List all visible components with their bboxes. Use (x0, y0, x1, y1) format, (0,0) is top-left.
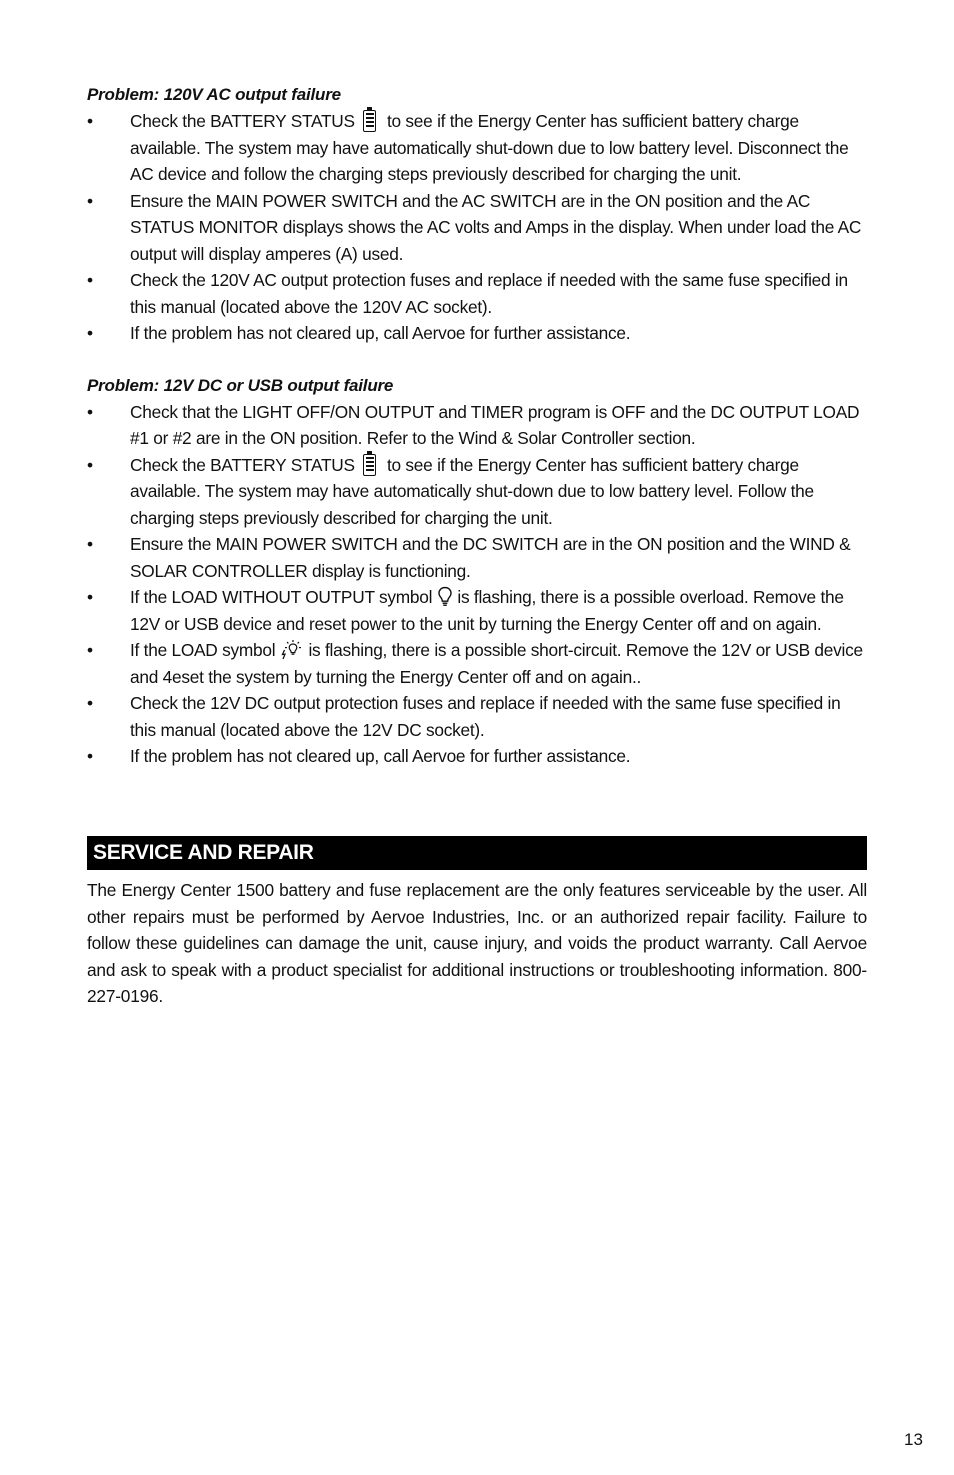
problem-heading-ac: Problem: 120V AC output failure (87, 85, 341, 104)
troubleshooting-content (87, 84, 867, 770)
bullet: • (87, 534, 93, 554)
item-text-pre: If the LOAD WITHOUT OUTPUT symbol (130, 587, 433, 607)
bullet: • (87, 587, 93, 607)
bullet: • (87, 401, 93, 422)
bullet: • (87, 270, 93, 290)
item-text-pre: Check the BATTERY STATUS (130, 454, 355, 475)
item-text: Check that the LIGHT OFF/ON OUTPUT and TIMER program is OFF and the DC OUTPUT LOAD #1 or #2 are in the ON position. Refer to the Wind & Solar Controller section. (130, 401, 860, 448)
list-item (87, 108, 867, 188)
bullet: • (87, 111, 93, 131)
item-text: Ensure the MAIN POWER SWITCH and the DC SWITCH are in the ON position and the WIND & SOLAR CONTROLLER display is functioning. (130, 534, 851, 581)
item-text-post: is flashing, there is a possible overload. Remove the 12V or USB device and reset power to the unit by turning the Energy Center off and on again. (130, 587, 844, 634)
dc-usb-problem-list (87, 399, 867, 770)
item-text: Check the 120V AC output protection fuses and replace if needed with the same fuse specified in this manual (located above the 120V AC socket). (130, 270, 848, 317)
service-and-repair-text: The Energy Center 1500 battery and fuse replacement are the only features serviceable by the user. All other repairs must be performed by Aervoe Industries, Inc. or an authorized repair facility. Failure to follow these guidelines can damage the unit, cause injury, and voids the product warranty. Call Aervoe and ask to speak with a product specialist for additional instructions or troubleshooting information. 800-227-0196. (87, 880, 867, 1006)
list-item (87, 452, 867, 532)
item-text: Ensure the MAIN POWER SWITCH and the AC SWITCH are in the ON position and the AC STATUS MONITOR displays shows the AC volts and Amps in the display. When under load the AC output will display amperes (A) used. (130, 190, 862, 264)
bullet: • (87, 693, 93, 713)
lightbulb-lightning-icon (280, 639, 304, 661)
ac-problem-list (87, 108, 867, 347)
item-text: If the problem has not cleared up, call Aervoe for further assistance. (130, 746, 631, 766)
list-item (87, 267, 867, 320)
item-text-post: to see if the Energy Center has sufficient battery charge available. The system may have automatically shut-down due to low battery level. Disconnect the AC device and follow the charging steps previously described for charging the unit. (130, 111, 849, 184)
item-text: Check the 12V DC output protection fuses and replace if needed with the same fuse specified in this manual (located above the 12V DC socket). (130, 693, 841, 740)
battery-status-icon (363, 454, 376, 476)
service-and-repair-banner: SERVICE AND REPAIR (87, 836, 867, 870)
list-item (87, 399, 867, 452)
bullet: • (87, 640, 93, 660)
bullet: • (87, 190, 93, 211)
list-item (87, 690, 867, 743)
list-item (87, 531, 867, 584)
list-item (87, 188, 867, 268)
list-item (87, 584, 867, 637)
problem-heading-dc-usb: Problem: 12V DC or USB output failure (87, 375, 394, 395)
lightbulb-icon (437, 586, 453, 608)
list-item (87, 320, 867, 347)
page-number: 13 (904, 1430, 923, 1449)
bullet: • (87, 746, 93, 766)
battery-status-icon (363, 110, 376, 132)
list-item (87, 743, 867, 770)
bullet: • (87, 454, 93, 475)
item-text-pre: Check the BATTERY STATUS (130, 111, 355, 131)
item-text-post: to see if the Energy Center has sufficient battery charge available. The system may have automatically shut-down due to low battery level. Follow the charging steps previously described for charging the unit. (130, 454, 814, 528)
item-text-pre: If the LOAD symbol (130, 640, 276, 660)
item-text: If the problem has not cleared up, call Aervoe for further assistance. (130, 323, 631, 343)
bullet: • (87, 323, 93, 343)
item-text-post: is flashing, there is a possible short-circuit. Remove the 12V or USB device and 4eset the system by turning the Energy Center off and on again.. (130, 640, 863, 687)
list-item (87, 637, 867, 690)
